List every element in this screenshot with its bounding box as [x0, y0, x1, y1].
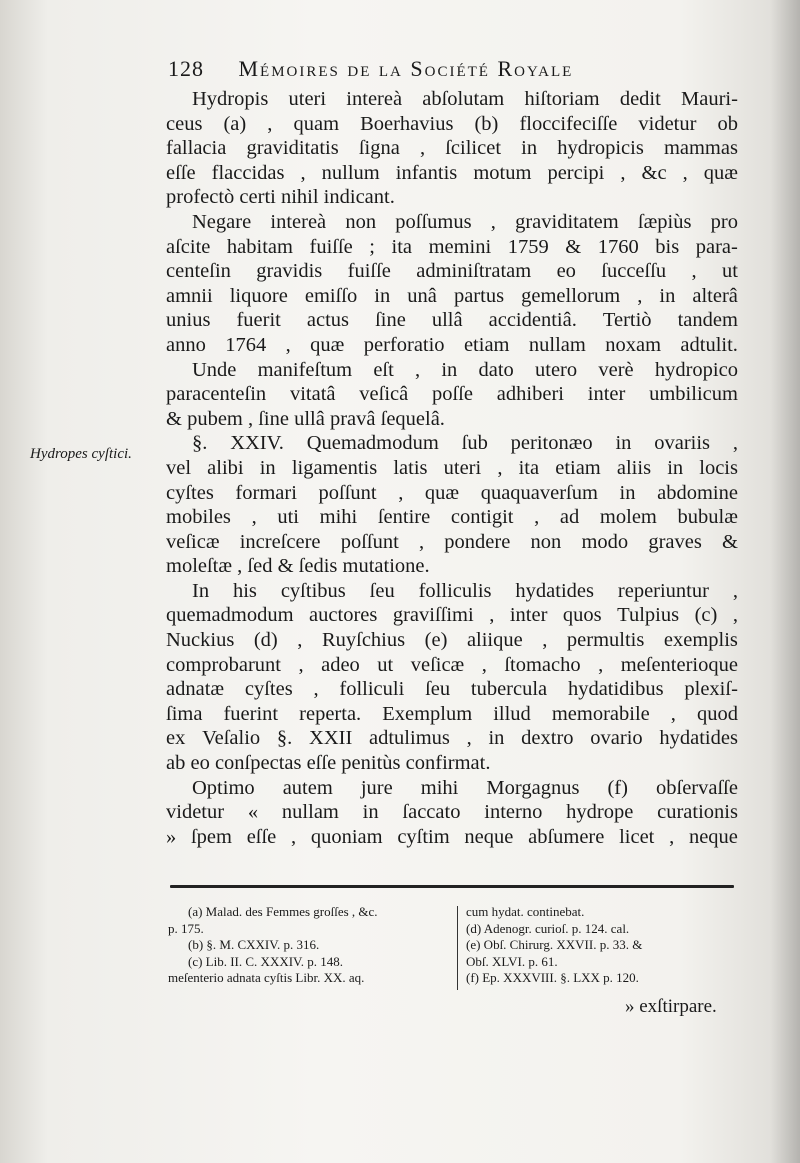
text-line: ceus (a) , quam Boerhavius (b) floccifeciſſe videtur ob: [166, 112, 738, 135]
text-line: paracenteſin vitatâ veſicâ poſſe adhiberi inter umbilicum: [166, 383, 738, 406]
text-line: Optimo autem jure mihi Morgagnus (f) obſervaſſe: [192, 776, 738, 799]
text-line: adnatæ cyſtes , folliculi ſeu tubercula hydatidibus plexiſ-: [166, 678, 738, 701]
footnote-line: cum hydat. continebat.: [466, 904, 585, 919]
text-line: amnii liquore emiſſo in unâ partus gemellorum , in alterâ: [166, 284, 738, 307]
footnotes-left-column: [168, 904, 450, 987]
text-line: Unde manifeſtum eſt , in dato utero verè hydropico: [192, 358, 738, 381]
text-line: vel alibi in ligamentis latis uteri , ita etiam aliis in locis: [166, 456, 738, 479]
text-line: & pubem , ſine ullâ pravâ ſequelâ.: [166, 407, 445, 430]
footnote-line: Obſ. XLVI. p. 61.: [466, 953, 558, 969]
text-line: veſicæ increſcere poſſunt , pondere non modo graves &: [166, 530, 738, 553]
footnote-rule: [170, 885, 734, 888]
text-line: anno 1764 , quæ perforatio etiam nullam noxam adtulit.: [166, 333, 738, 356]
catchword: » exſtirpare.: [625, 996, 717, 1017]
text-line: ab eo conſpectas eſſe penitùs confirmat.: [166, 752, 491, 775]
text-line: Nuckius (d) , Ruyſchius (e) aliique , permultis exemplis: [166, 629, 738, 652]
text-line: cyſtes formari poſſunt , quæ quaquaverſum in abdomine: [166, 481, 738, 504]
text-line: comprobarunt , adeo ut veſicæ , ſtomacho , meſenterioque: [166, 653, 738, 676]
running-title: Mémoires de la Société Royale: [238, 56, 574, 81]
text-line: aſcite habitam fuiſſe ; ita memini 1759 & 1760 bis para-: [166, 235, 738, 258]
main-text: [166, 88, 738, 850]
footnote-line: (b) §. M. CXXIV. p. 316.: [188, 937, 320, 953]
footnote-line: (e) Obſ. Chirurg. XXVII. p. 33. &: [466, 937, 643, 953]
footnote-line: (d) Adenogr. curioſ. p. 124. cal.: [466, 920, 630, 936]
text-line: Negare intereà non poſſumus , graviditatem ſæpiùs pro: [192, 210, 738, 233]
text-line: » ſpem eſſe , quoniam cyſtim neque abſumere licet , neque: [166, 825, 738, 848]
footnote-line: p. 175.: [168, 920, 204, 936]
text-line: In his cyſtibus ſeu folliculis hydatides reperiuntur ,: [192, 579, 738, 602]
text-line: profectò certi nihil indicant.: [166, 186, 395, 209]
text-line: centeſin gravidis fuiſſe adminiſtratam eo ſucceſſu , ut: [166, 260, 738, 283]
footnotes-right-column: [466, 904, 756, 987]
text-line: ex Veſalio §. XXII adtulimus , in dextro ovario hydatides: [166, 727, 738, 750]
text-line: moleſtæ , ſed & ſedis mutatione.: [166, 555, 430, 578]
footnote-line: meſenterio adnata cyſtis Libr. XX. aq.: [168, 970, 365, 986]
text-line: eſſe flaccidas , nullum infantis motum percipi , &c , quæ: [166, 161, 738, 184]
footnote-column-divider: [457, 906, 458, 990]
text-line: ſima fuerint reperta. Exemplum illud memorabile , quod: [166, 702, 738, 725]
margin-note: Hydropes cyſtici.: [30, 446, 132, 462]
text-line: §. XXIV. Quemadmodum ſub peritonæo in ovariis ,: [192, 432, 738, 455]
footnote-line: (f) Ep. XXXVIII. §. LXX p. 120.: [466, 970, 639, 986]
text-line: unius fuerit actus ſine ullâ accidentiâ. Tertiò tandem: [166, 309, 738, 332]
text-line: quemadmodum auctores graviſſimi , inter quos Tulpius (c) ,: [166, 604, 738, 627]
footnote-line: (c) Lib. II. C. XXXIV. p. 148.: [188, 953, 344, 969]
text-line: fallacia graviditatis ſigna , ſcilicet in hydropicis mammas: [166, 137, 738, 160]
page-number: 128: [168, 56, 204, 81]
text-line: mobiles , uti mihi ſentire contigit , ad molem bubulæ: [166, 506, 738, 529]
footnote-line: (a) Malad. des Femmes groſſes , &c.: [188, 904, 378, 919]
text-line: videtur « nullam in ſaccato interno hydrope curationis: [166, 801, 738, 824]
text-line: Hydropis uteri intereà abſolutam hiſtoriam dedit Mauri-: [192, 88, 738, 110]
running-header: [168, 56, 736, 82]
